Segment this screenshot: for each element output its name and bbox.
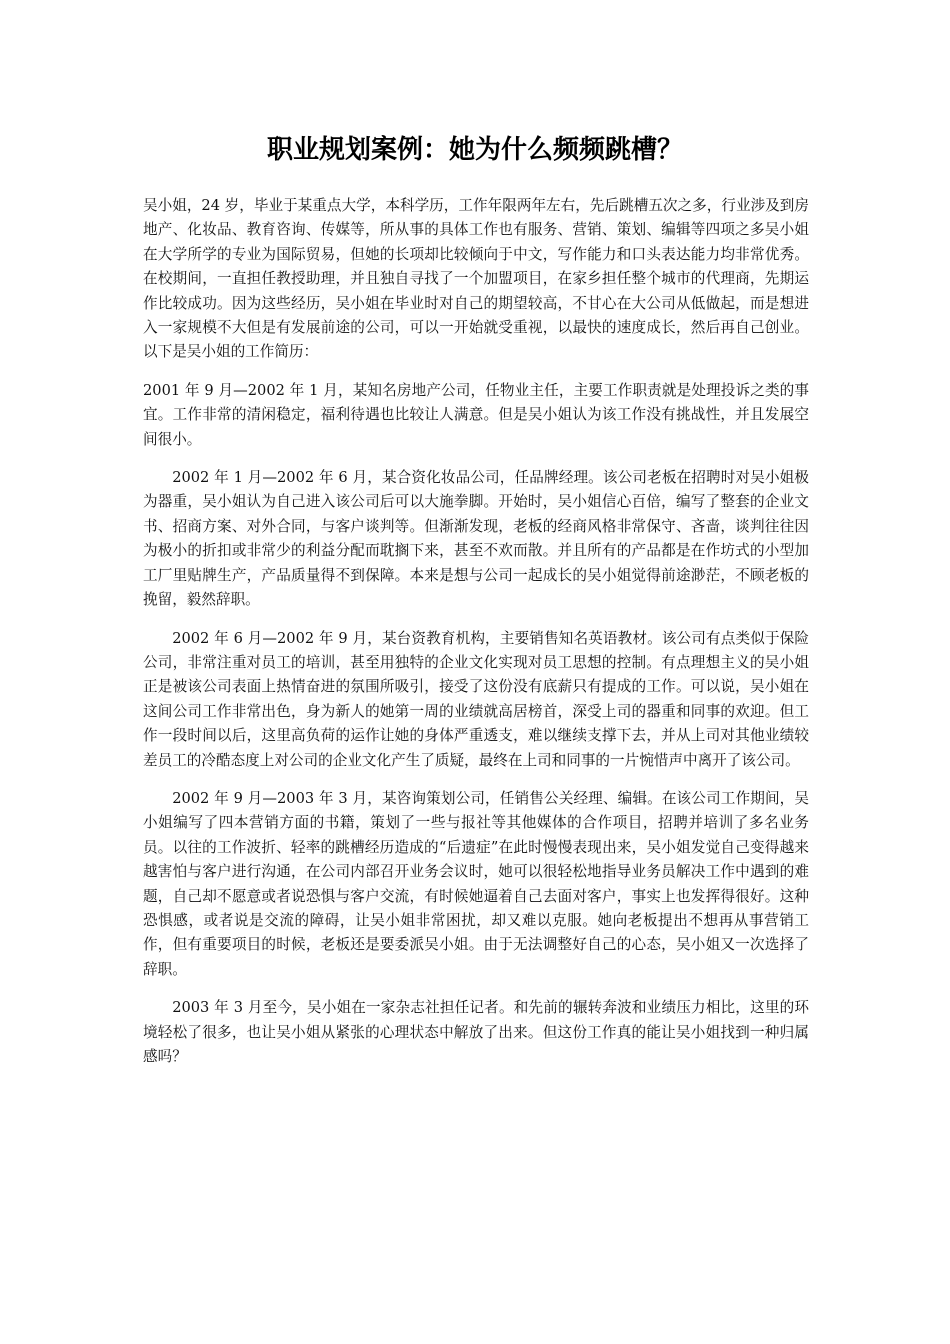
job-history-paragraph-3: 2002 年 6 月—2002 年 9 月，某台资教育机构，主要销售知名英语教材。该公司有点类似于保险公司，非常注重对员工的培训，甚至用独特的企业文化实现对员工思想的控制。有点理想主义的吴小姐正是被该公司表面上热情奋进的氛围所吸引，接受了这份没有底薪只有提成的工作。可以说，吴小姐在这间公司工作非常出色，身为新人的她第一周的业绩就高居榜首，深受上司的器重和同事的欢迎。但工作一段时间以后，这里高负荷的运作让她的身体严重透支，难以继续支撑下去，并从上司对其他业绩较差员工的冷酷态度上对公司的企业文化产生了质疑，最终在上司和同事的一片惋惜声中离开了该公司。	[143, 629, 809, 769]
intro-paragraph: 吴小姐，24 岁，毕业于某重点大学，本科学历，工作年限两年左右，先后跳槽五次之多，行业涉及到房地产、化妆品、教育咨询、传媒等，所从事的具体工作也有服务、营销、策划、编辑等四项之多吴小姐在大学所学的专业为国际贸易，但她的长项却比较倾向于中文，写作能力和口头表达能力均非常优秀。在校期间，一直担任教授助理，并且独自寻找了一个加盟项目，在家乡担任整个城市的代理商，先期运作比较成功。因为这些经历，吴小姐在毕业时对自己的期望较高，不甘心在大公司从低做起，而是想进入一家规模不大但是有发展前途的公司，可以一开始就受重视，以最快的速度成长，然后再自己创业。以下是吴小姐的工作简历：	[143, 197, 809, 361]
job-history-paragraph-1: 2001 年 9 月—2002 年 1 月，某知名房地产公司，任物业主任，主要工作职责就是处理投诉之类的事宜。工作非常的清闲稳定，福利待遇也比较让人满意。但是吴小姐认为该工作没有挑战性，并且发展空间很小。	[143, 381, 809, 448]
job-history-paragraph-4: 2002 年 9 月—2003 年 3 月，某咨询策划公司，任销售公关经理、编辑。在该公司工作期间，吴小姐编写了四本营销方面的书籍，策划了一些与报社等其他媒体的合作项目，招聘并培训了多名业务员。以往的工作波折、轻率的跳槽经历造成的“后遗症”在此时慢慢表现出来，吴小姐发觉自己变得越来越害怕与客户进行沟通，在公司内部召开业务会议时，她可以很轻松地指导业务员解决工作中遇到的难题，自己却不愿意或者说恐惧与客户交流，有时候她逼着自己去面对客户，事实上也发挥得很好。这种恐惧感，或者说是交流的障碍，让吴小姐非常困扰，却又难以克服。她向老板提出不想再从事营销工作，但有重要项目的时候，老板还是要委派吴小姐。由于无法调整好自己的心态，吴小姐又一次选择了辞职。	[143, 789, 809, 978]
job-history-paragraph-5: 2003 年 3 月至今，吴小姐在一家杂志社担任记者。和先前的辗转奔波和业绩压力相比，这里的环境轻松了很多，也让吴小姐从紧张的心理状态中解放了出来。但这份工作真的能让吴小姐找到一种归属感吗？	[143, 999, 809, 1065]
job-history-paragraph-2: 2002 年 1 月—2002 年 6 月，某合资化妆品公司，任品牌经理。该公司老板在招聘时对吴小姐极为器重，吴小姐认为自己进入该公司后可以大施拳脚。开始时，吴小姐信心百倍，编写了整套的企业文书、招商方案、对外合同，与客户谈判等。但渐渐发现，老板的经商风格非常保守、吝啬，谈判往往因为极小的折扣或非常少的利益分配而耽搁下来，甚至不欢而散。并且所有的产品都是在作坊式的小型加工厂里贴牌生产，产品质量得不到保障。本来是想与公司一起成长的吴小姐觉得前途渺茫，不顾老板的挽留，毅然辞职。	[143, 469, 809, 609]
document-title: 职业规划案例：她为什么频频跳槽？	[266, 135, 683, 165]
document-body	[143, 194, 809, 1083]
